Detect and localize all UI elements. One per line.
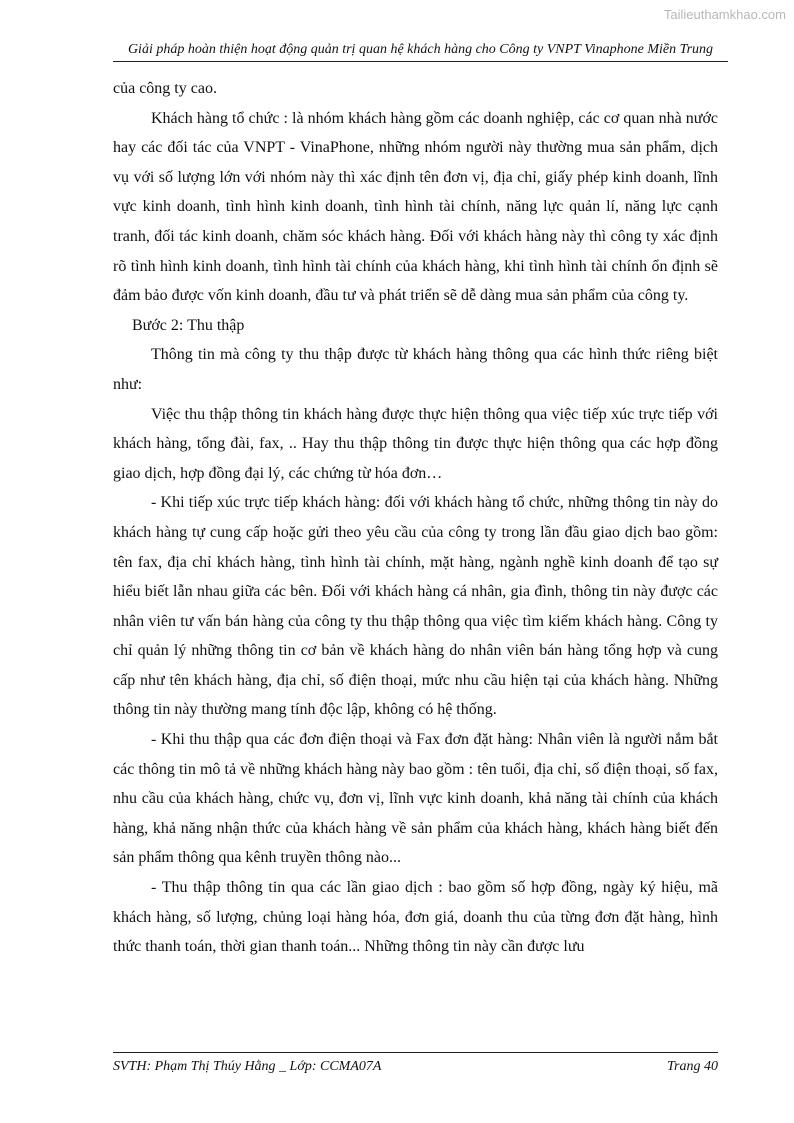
paragraph-continuation: của công ty cao. (113, 80, 217, 97)
document-body (113, 74, 718, 962)
paragraph-direct-contact: - Khi tiếp xúc trực tiếp khách hàng: đối với khách hàng tổ chức, những thông tin này do khách hàng tự cung cấp hoặc gửi theo yêu cầu của công ty trong lần đầu giao dịch bao gồm: tên fax, địa chỉ khách hàng, tình hình tài chính, mặt hàng, ngành nghề kinh doanh để tạo sự hiểu biết lẫn nhau giữa các bên. Đối với khách hàng cá nhân, gia đình, thông tin này được các nhân viên tư vấn bán hàng của công ty thu thập thông qua việc tìm kiếm khách hàng. Công ty chỉ quản lý những thông tin cơ bản về khách hàng do nhân viên bán hàng tổng hợp và cung cấp như tên khách hàng, địa chỉ, số điện thoại, mức nhu cầu hiện tại của khách hàng. Những thông tin này thường mang tính độc lập, không có hệ thống. (113, 494, 718, 719)
page-footer (113, 1052, 718, 1075)
watermark: Tailieuthamkhao.com (663, 7, 786, 22)
paragraph-info-sources: Thông tin mà công ty thu thập được từ khách hàng thông qua các hình thức riêng biệt như: (113, 346, 718, 393)
paragraph-collection-methods: Việc thu thập thông tin khách hàng được thực hiện thông qua việc tiếp xúc trực tiếp với khách hàng, tổng đài, fax, .. Hay thu thập thông tin được thực hiện thông qua các hợp đồng giao dịch, hợp đồng đại lý, các chứng từ hóa đơn… (113, 405, 718, 482)
paragraph-phone-fax: - Khi thu thập qua các đơn điện thoại và Fax đơn đặt hàng: Nhân viên là người nắm bắt các thông tin mô tả về những khách hàng này bao gồm : tên tuổi, địa chỉ, số điện thoại, số fax, nhu cầu của khách hàng, chức vụ, đơn vị, lĩnh vực kinh doanh, khả năng tài chính của khách hàng, khả năng nhận thức của khách hàng về sản phẩm của khách hàng, khách hàng biết đến sản phẩm thông qua kênh truyền thông nào... (113, 731, 718, 867)
paragraph-transactions: - Thu thập thông tin qua các lần giao dịch : bao gồm số hợp đồng, ngày ký hiệu, mã khách hàng, số lượng, chủng loại hàng hóa, đơn giá, doanh thu của từng đơn đặt hàng, hình thức thanh toán, thời gian thanh toán... Những thông tin này cần được lưu (113, 879, 718, 956)
step-heading: Bước 2: Thu thập (132, 316, 245, 334)
footer-author: SVTH: Phạm Thị Thúy Hằng _ Lớp: CCMA07A (113, 1059, 382, 1074)
page-header: Giải pháp hoàn thiện hoạt động quản trị quan hệ khách hàng cho Công ty VNPT Vinaphone Miền Trung (113, 42, 728, 62)
footer-page-number: Trang 40 (667, 1059, 718, 1074)
paragraph-organization-customers: Khách hàng tổ chức : là nhóm khách hàng gồm các doanh nghiệp, các cơ quan nhà nước hay các đối tác của VNPT - VinaPhone, những nhóm người này thường mua sản phẩm, dịch vụ với số lượng lớn với nhóm này thì xác định tên đơn vị, địa chỉ, giấy phép kinh doanh, lĩnh vực kinh doanh, tình hình kinh doanh, tình hình tài chính, năng lực quản lí, năng lực cạnh tranh, đối tác kinh doanh, chăm sóc khách hàng. Đối với khách hàng này thì công ty xác định rõ tình hình kinh doanh, tình hình tài chính của khách hàng, khi tình hình tài chính ổn định sẽ đảm bảo được vốn kinh doanh, đầu tư và phát triển sẽ dễ dàng mua sản phẩm của công ty. (113, 109, 718, 305)
